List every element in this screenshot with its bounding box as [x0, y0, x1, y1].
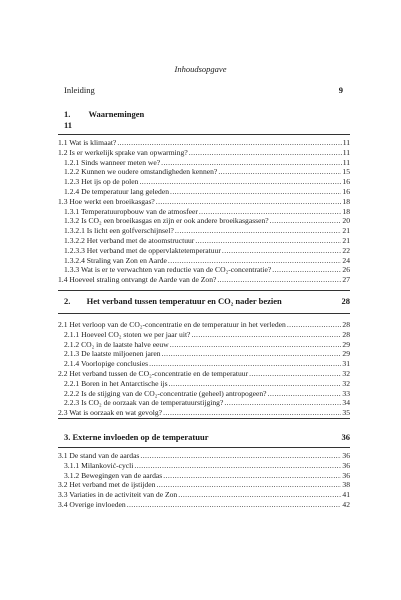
dot-leader	[117, 138, 341, 148]
toc-entry-page: 41	[342, 490, 350, 500]
toc-entry-label: 2.2 Het verband tussen de CO₂-concentratie en de temperatuur	[58, 368, 249, 378]
chapter-2-page: 28	[341, 296, 350, 306]
toc-entry-page: 38	[342, 480, 350, 490]
dot-leader	[163, 471, 341, 481]
dot-leader	[127, 500, 342, 510]
dot-leader	[156, 197, 342, 207]
toc-entry-page: 27	[342, 275, 350, 285]
dot-leader	[170, 340, 342, 350]
dot-leader	[224, 398, 341, 408]
toc-list-chapter-3	[58, 451, 350, 510]
toc-entry[interactable]	[58, 320, 350, 330]
toc-entry-label: 1.1 Wat is klimaat?	[58, 138, 117, 147]
dot-leader	[270, 216, 342, 226]
toc-entry[interactable]	[58, 236, 350, 246]
dot-leader	[222, 246, 342, 256]
toc-entry-label: 1.2 Is er werkelijk sprake van opwarming?	[58, 147, 188, 157]
toc-entry-label: 3.2 Het verband met de ijstijden	[58, 480, 156, 490]
dot-leader	[149, 359, 341, 369]
divider	[58, 313, 350, 314]
toc-entry[interactable]	[58, 500, 350, 510]
toc-entry-label: 2.3 Wat is oorzaak en wat gevolg?	[58, 408, 163, 418]
toc-entry[interactable]	[58, 158, 350, 168]
toc-entry-label: 1.2.3.3 Het verband met de oppervlaktetemperatuur	[64, 245, 221, 255]
toc-entry[interactable]	[58, 451, 350, 461]
toc-entry-page: 18	[342, 196, 350, 206]
dot-leader	[218, 167, 341, 177]
toc-entry-page: 36	[342, 460, 350, 470]
toc-entry-page: 21	[342, 235, 350, 245]
toc-entry-label: 1.3.2 Is CO₂ een broeikasgas en zijn er ook andere broeikasgassen?	[64, 216, 269, 226]
toc-entry-label: 1.4 Hoeveel straling ontvangt de Aarde van de Zon?	[58, 275, 217, 285]
dot-leader	[140, 451, 341, 461]
toc-entry[interactable]	[58, 187, 350, 197]
divider	[58, 447, 350, 448]
dot-leader	[268, 389, 342, 399]
chapter-3-heading	[64, 432, 350, 442]
toc-entry[interactable]	[58, 408, 350, 418]
toc-entry-label: 3.4 Overige invloeden	[58, 499, 126, 509]
toc-entry-page: 36	[342, 470, 350, 480]
dot-leader	[170, 187, 341, 197]
dot-leader	[272, 265, 341, 275]
chapter-1-heading	[64, 109, 144, 119]
toc-entry[interactable]	[58, 471, 350, 481]
toc-entry-label: 1.3.2.4 Straling van Zon en Aarde	[64, 255, 167, 265]
toc-entry[interactable]	[58, 148, 350, 158]
dot-leader	[134, 461, 341, 471]
toc-entry-label: 2.1.1 Hoeveel CO₂ stoten we per jaar uit?	[64, 329, 191, 339]
dot-leader	[178, 490, 341, 500]
chapter-3-title: 3. Externe invloeden op de temperatuur	[64, 432, 209, 442]
chapter-2-title: Het verband tussen temperatuur en CO₂ nader bezien	[86, 296, 282, 306]
toc-entry-label: 2.2.1 Boren in het Antarctische ijs	[64, 378, 168, 388]
toc-entry-page: 42	[342, 499, 350, 509]
toc-entry-label: 2.2.2 Is de stijging van de CO₂-concentratie (geheel) antropogeen?	[64, 388, 267, 398]
toc-entry-label: 1.2.2 Kunnen we oudere omstandigheden kennen?	[64, 167, 218, 177]
toc-list-chapter-1	[58, 138, 350, 285]
toc-entry-page: 11	[342, 147, 350, 157]
chapter-2-number: 2.	[64, 296, 71, 306]
toc-entry-page: 29	[342, 349, 350, 359]
toc-entry[interactable]	[58, 379, 350, 389]
toc-entry-label: 1.3 Hoe werkt een broeikasgas?	[58, 196, 155, 206]
toc-entry[interactable]	[58, 226, 350, 236]
toc-entry-label: 1.2.4 De temperatuur lang geleden	[64, 186, 170, 196]
toc-entry[interactable]	[58, 167, 350, 177]
chapter-2-heading	[64, 296, 350, 306]
divider	[58, 418, 350, 419]
toc-entry-page: 29	[342, 339, 350, 349]
toc-entry-page: 11	[342, 138, 350, 147]
toc-entry-label: 2.1.4 Voorlopige conclusies	[64, 359, 149, 369]
toc-entry-page: 32	[342, 368, 350, 378]
toc-entry-page: 26	[342, 265, 350, 275]
dot-leader	[162, 349, 342, 359]
toc-entry-page: 33	[342, 388, 350, 398]
toc-entry[interactable]	[58, 256, 350, 266]
toc-entry[interactable]	[58, 359, 350, 369]
toc-entry[interactable]	[58, 246, 350, 256]
toc-entry-label: 2.1.2 CO₂ in de laatste halve eeuw	[64, 339, 169, 349]
toc-entry-page: 35	[342, 408, 350, 418]
toc-entry-page: 34	[342, 398, 350, 408]
toc-entry[interactable]	[58, 461, 350, 471]
toc-entry-label: 2.1 Het verloop van de CO₂-concentratie en de temperatuur in het verleden	[58, 320, 286, 329]
dot-leader	[189, 148, 342, 158]
toc-entry-label: 1.3.2.2 Het verband met de atoomstructuur	[64, 235, 195, 245]
toc-entry[interactable]	[58, 389, 350, 399]
chapter-1-title: Waarnemingen	[88, 109, 145, 119]
toc-entry-label: 3.1.2 Bewegingen van de aardas	[64, 470, 163, 480]
toc-entry[interactable]	[58, 197, 350, 207]
toc-entry[interactable]	[58, 138, 350, 148]
intro-page: 9	[338, 85, 343, 95]
toc-entry[interactable]	[58, 275, 350, 285]
dot-leader	[156, 480, 341, 490]
dot-leader	[168, 256, 341, 266]
toc-entry-page: 15	[342, 167, 350, 177]
toc-entry-page: 36	[342, 451, 350, 460]
toc-entry-page: 20	[342, 216, 350, 226]
dot-leader	[139, 177, 341, 187]
intro-label: Inleiding	[64, 85, 95, 95]
toc-entry-page: 28	[342, 320, 350, 329]
page-title: Inhoudsopgave	[174, 64, 227, 74]
toc-entry-page: 28	[342, 329, 350, 339]
divider	[58, 134, 350, 135]
toc-entry-page: 22	[342, 245, 350, 255]
dot-leader	[195, 236, 341, 246]
toc-entry[interactable]	[58, 207, 350, 217]
toc-entry-label: 1.2.1 Sinds wanneer meten we?	[64, 157, 161, 167]
toc-entry[interactable]	[58, 349, 350, 359]
toc-entry[interactable]	[58, 265, 350, 275]
dot-leader	[191, 330, 341, 340]
toc-entry-page: 11	[342, 157, 350, 167]
toc-entry-page: 16	[342, 186, 350, 196]
chapter-3-page: 36	[341, 432, 350, 442]
toc-entry-label: 3.1.1 Milanković-cycli	[64, 460, 134, 470]
dot-leader	[217, 275, 341, 285]
toc-entry-label: 1.3.2.1 Is licht een golfverschijnsel?	[64, 226, 174, 236]
toc-entry-label: 2.1.3 De laatste miljoenen jaren	[64, 349, 161, 359]
dot-leader	[199, 207, 342, 217]
toc-entry-label: 3.3 Variaties in de activiteit van de Zon	[58, 490, 178, 500]
chapter-1-page: 11	[64, 120, 73, 130]
toc-entry[interactable]	[58, 369, 350, 379]
toc-entry-label: 1.2.3 Het ijs op de polen	[64, 177, 139, 187]
toc-entry-label: 1.3.3 Wat is er te verwachten van reductie van de CO₂-concentratie?	[64, 265, 272, 275]
toc-entry-page: 31	[342, 359, 350, 369]
toc-entry[interactable]	[58, 490, 350, 500]
dot-leader	[175, 226, 342, 236]
dot-leader	[287, 320, 342, 330]
dot-leader	[249, 369, 341, 379]
toc-entry[interactable]	[58, 480, 350, 490]
dot-leader	[169, 379, 342, 389]
toc-entry[interactable]	[58, 340, 350, 350]
toc-entry[interactable]	[58, 216, 350, 226]
dot-leader	[161, 158, 342, 168]
toc-entry-page: 32	[342, 378, 350, 388]
toc-list-chapter-2	[58, 320, 350, 418]
chapter-1-number: 1.	[64, 109, 71, 119]
toc-entry[interactable]	[58, 398, 350, 408]
toc-entry-page: 18	[342, 206, 350, 216]
toc-entry-label: 3.1 De stand van de aardas	[58, 451, 140, 460]
toc-intro-row	[64, 85, 343, 95]
toc-entry-page: 16	[342, 177, 350, 187]
toc-entry-label: 2.2.3 Is CO₂ de oorzaak van de temperatuurstijging?	[64, 398, 224, 408]
toc-entry-page: 21	[342, 226, 350, 236]
toc-entry[interactable]	[58, 330, 350, 340]
dot-leader	[163, 408, 341, 418]
toc-entry-label: 1.3.1 Temperatuuropbouw van de atmosfeer	[64, 206, 198, 216]
divider	[58, 290, 350, 291]
toc-entry[interactable]	[58, 177, 350, 187]
toc-entry-page: 24	[342, 255, 350, 265]
